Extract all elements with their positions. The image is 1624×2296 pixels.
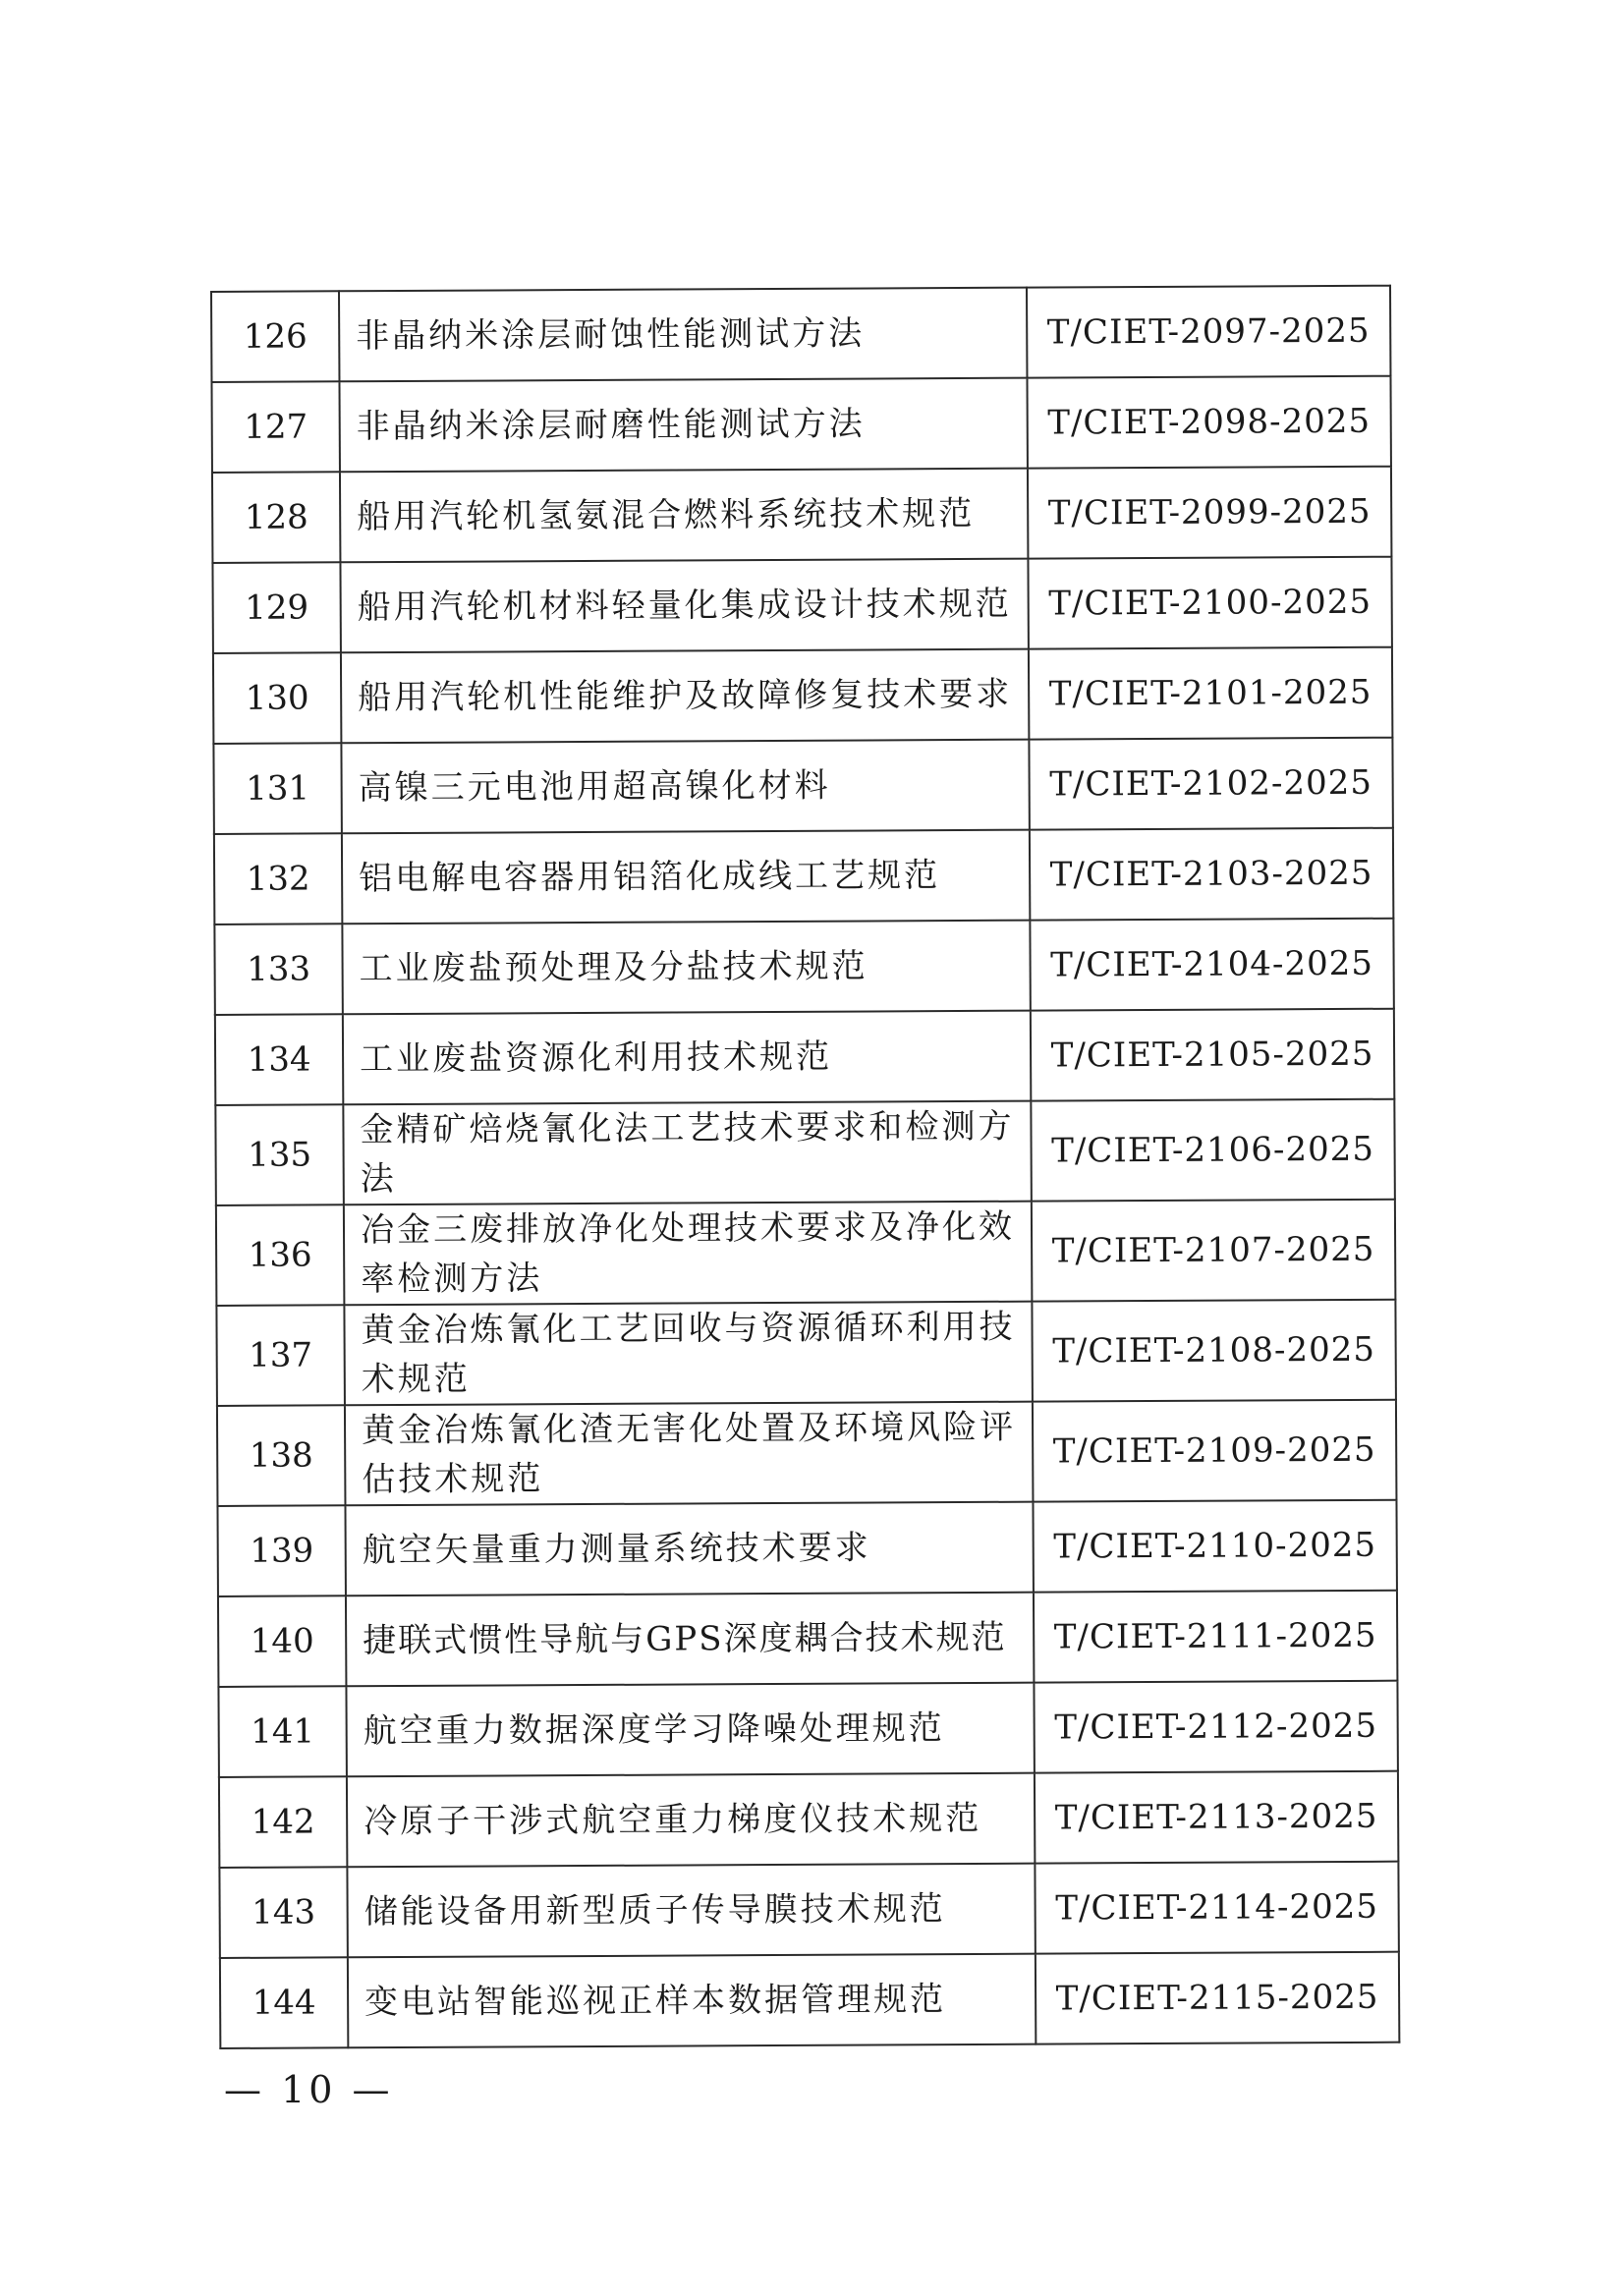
standards-table-body [211,286,1399,2048]
row-number: 129 [212,562,340,653]
standard-code: T/CIET-2103-2025 [1030,828,1393,921]
table-row [213,647,1392,744]
standard-code: T/CIET-2112-2025 [1034,1681,1397,1773]
standard-name: 工业废盐预处理及分盐技术规范 [342,921,1030,1015]
standard-name: 船用汽轮机氢氨混合燃料系统技术规范 [340,469,1028,563]
standard-code: T/CIET-2099-2025 [1028,467,1391,559]
standard-name: 航空矢量重力测量系统技术要求 [345,1502,1033,1596]
table-row [214,828,1393,924]
standard-name: 黄金冶炼氰化工艺回收与资源循环利用技术规范 [344,1302,1033,1406]
standard-code: T/CIET-2110-2025 [1033,1500,1396,1593]
standard-name: 冷原子干涉式航空重力梯度仪技术规范 [347,1773,1035,1868]
standard-name: 储能设备用新型质子传导膜技术规范 [347,1864,1035,1958]
standard-name: 航空重力数据深度学习降噪处理规范 [346,1683,1034,1777]
row-number: 142 [219,1776,347,1868]
table-row [214,919,1393,1015]
table-row [218,1591,1397,1687]
row-number: 138 [217,1405,346,1506]
standard-name: 船用汽轮机材料轻量化集成设计技术规范 [340,559,1028,653]
table-row [212,557,1391,653]
standard-code: T/CIET-2105-2025 [1031,1009,1394,1101]
standard-code: T/CIET-2100-2025 [1028,557,1391,649]
table-row [215,1099,1395,1205]
table-row [218,1681,1397,1777]
standard-name: 船用汽轮机性能维护及故障修复技术要求 [341,649,1029,744]
standard-name: 工业废盐资源化利用技术规范 [343,1011,1031,1105]
table-row [219,1771,1398,1868]
standard-code: T/CIET-2115-2025 [1036,1952,1399,2044]
row-number: 135 [215,1104,344,1205]
standard-name: 铝电解电容器用铝箔化成线工艺规范 [342,830,1030,924]
standard-code: T/CIET-2104-2025 [1030,919,1393,1011]
row-number: 130 [213,652,341,744]
standard-code: T/CIET-2102-2025 [1029,738,1392,830]
standard-code: T/CIET-2114-2025 [1035,1862,1398,1954]
table-row [216,1300,1396,1406]
table-row [215,1009,1394,1105]
row-number: 127 [211,381,339,473]
table-row [211,376,1390,473]
row-number: 132 [214,833,342,924]
standard-code: T/CIET-2106-2025 [1031,1099,1395,1202]
standard-code: T/CIET-2109-2025 [1033,1400,1397,1502]
row-number: 133 [214,924,342,1015]
standard-name: 冶金三废排放净化处理技术要求及净化效率检测方法 [344,1202,1033,1306]
standard-code: T/CIET-2111-2025 [1034,1591,1397,1683]
row-number: 144 [220,1957,348,2048]
row-number: 139 [217,1505,345,1596]
standard-code: T/CIET-2108-2025 [1032,1300,1396,1402]
standard-name: 变电站智能巡视正样本数据管理规范 [348,1954,1036,2048]
row-number: 131 [213,743,341,834]
row-number: 137 [216,1305,345,1406]
standard-name: 高镍三元电池用超高镍化材料 [341,740,1029,834]
row-number: 126 [211,291,339,382]
standard-code: T/CIET-2097-2025 [1027,286,1390,378]
standard-name: 金精矿焙烧氰化法工艺技术要求和检测方法 [343,1101,1032,1205]
row-number: 140 [218,1596,346,1687]
standards-table [210,285,1400,2049]
row-number: 143 [219,1867,347,1958]
table-row [216,1200,1396,1306]
standard-name: 捷联式惯性导航与GPS深度耦合技术规范 [346,1593,1034,1687]
row-number: 128 [212,472,340,563]
standard-name: 黄金冶炼氰化渣无害化处置及环境风险评估技术规范 [345,1402,1034,1506]
table-row [220,1952,1399,2048]
standard-code: T/CIET-2107-2025 [1032,1200,1396,1302]
row-number: 136 [216,1204,345,1306]
row-number: 141 [218,1686,346,1777]
row-number: 134 [215,1014,343,1105]
table-row [213,738,1392,834]
standard-name: 非晶纳米涂层耐磨性能测试方法 [339,378,1027,473]
standard-code: T/CIET-2113-2025 [1035,1771,1398,1864]
page-number: — 10 — [224,2068,394,2111]
table-row [212,467,1391,563]
standard-code: T/CIET-2098-2025 [1027,376,1390,469]
standard-name: 非晶纳米涂层耐蚀性能测试方法 [339,288,1027,382]
table-row [217,1400,1397,1506]
table-row [219,1862,1398,1958]
standard-code: T/CIET-2101-2025 [1029,647,1392,740]
table-row [211,286,1390,382]
table-row [217,1500,1396,1596]
